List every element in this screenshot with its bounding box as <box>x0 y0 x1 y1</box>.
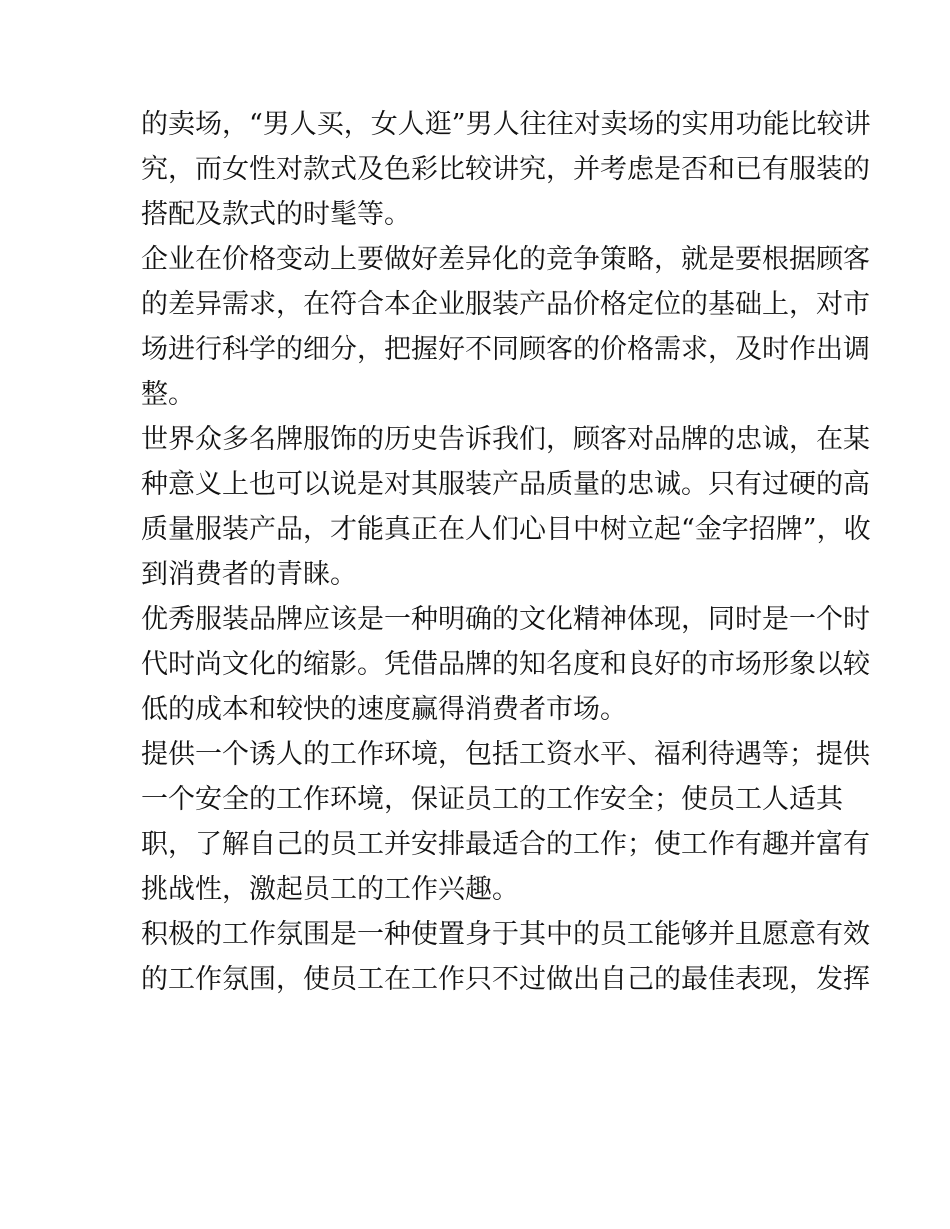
text-line: 究，而女性对款式及色彩比较讲究，并考虑是否和已有服装的 <box>141 154 870 185</box>
paragraph-4 <box>141 597 870 732</box>
text-line: 代时尚文化的缩影。凭借品牌的知名度和良好的市场形象以较 <box>141 649 870 680</box>
paragraph-6 <box>141 912 870 1002</box>
text-line: 优秀服装品牌应该是一种明确的文化精神体现，同时是一个时 <box>141 604 870 635</box>
text-line: 种意义上也可以说是对其服装产品质量的忠诚。只有过硬的高 <box>141 469 870 500</box>
document-body <box>141 102 871 1002</box>
paragraph-2 <box>141 237 870 417</box>
text-line: 质量服装产品，才能真正在人们心目中树立起“金字招牌”，收 <box>141 514 871 545</box>
paragraph-1 <box>141 102 871 237</box>
text-line: 企业在价格变动上要做好差异化的竞争策略，就是要根据顾客 <box>141 244 870 275</box>
text-line: 提供一个诱人的工作环境，包括工资水平、福利待遇等；提供 <box>141 739 870 770</box>
text-line: 场进行科学的细分，把握好不同顾客的价格需求，及时作出调 <box>141 334 870 365</box>
text-line: 职，了解自己的员工并安排最适合的工作；使工作有趣并富有 <box>141 829 870 860</box>
text-line: 挑战性，激起员工的工作兴趣。 <box>141 874 519 905</box>
paragraph-5 <box>141 732 870 912</box>
text-line: 的卖场，“男人买，女人逛”男人往往对卖场的实用功能比较讲 <box>141 109 871 140</box>
text-line: 一个安全的工作环境，保证员工的工作安全；使员工人适其 <box>141 784 843 815</box>
text-line: 积极的工作氛围是一种使置身于其中的员工能够并且愿意有效 <box>141 919 870 950</box>
text-line: 的差异需求，在符合本企业服装产品价格定位的基础上，对市 <box>141 289 870 320</box>
text-line: 到消费者的青睐。 <box>141 559 357 590</box>
text-line: 世界众多名牌服饰的历史告诉我们，顾客对品牌的忠诚，在某 <box>141 424 870 455</box>
paragraph-3 <box>141 417 871 597</box>
text-line: 整。 <box>141 379 195 410</box>
text-line: 的工作氛围，使员工在工作只不过做出自己的最佳表现，发挥 <box>141 964 870 995</box>
text-line: 低的成本和较快的速度赢得消费者市场。 <box>141 694 627 725</box>
text-line: 搭配及款式的时髦等。 <box>141 199 411 230</box>
